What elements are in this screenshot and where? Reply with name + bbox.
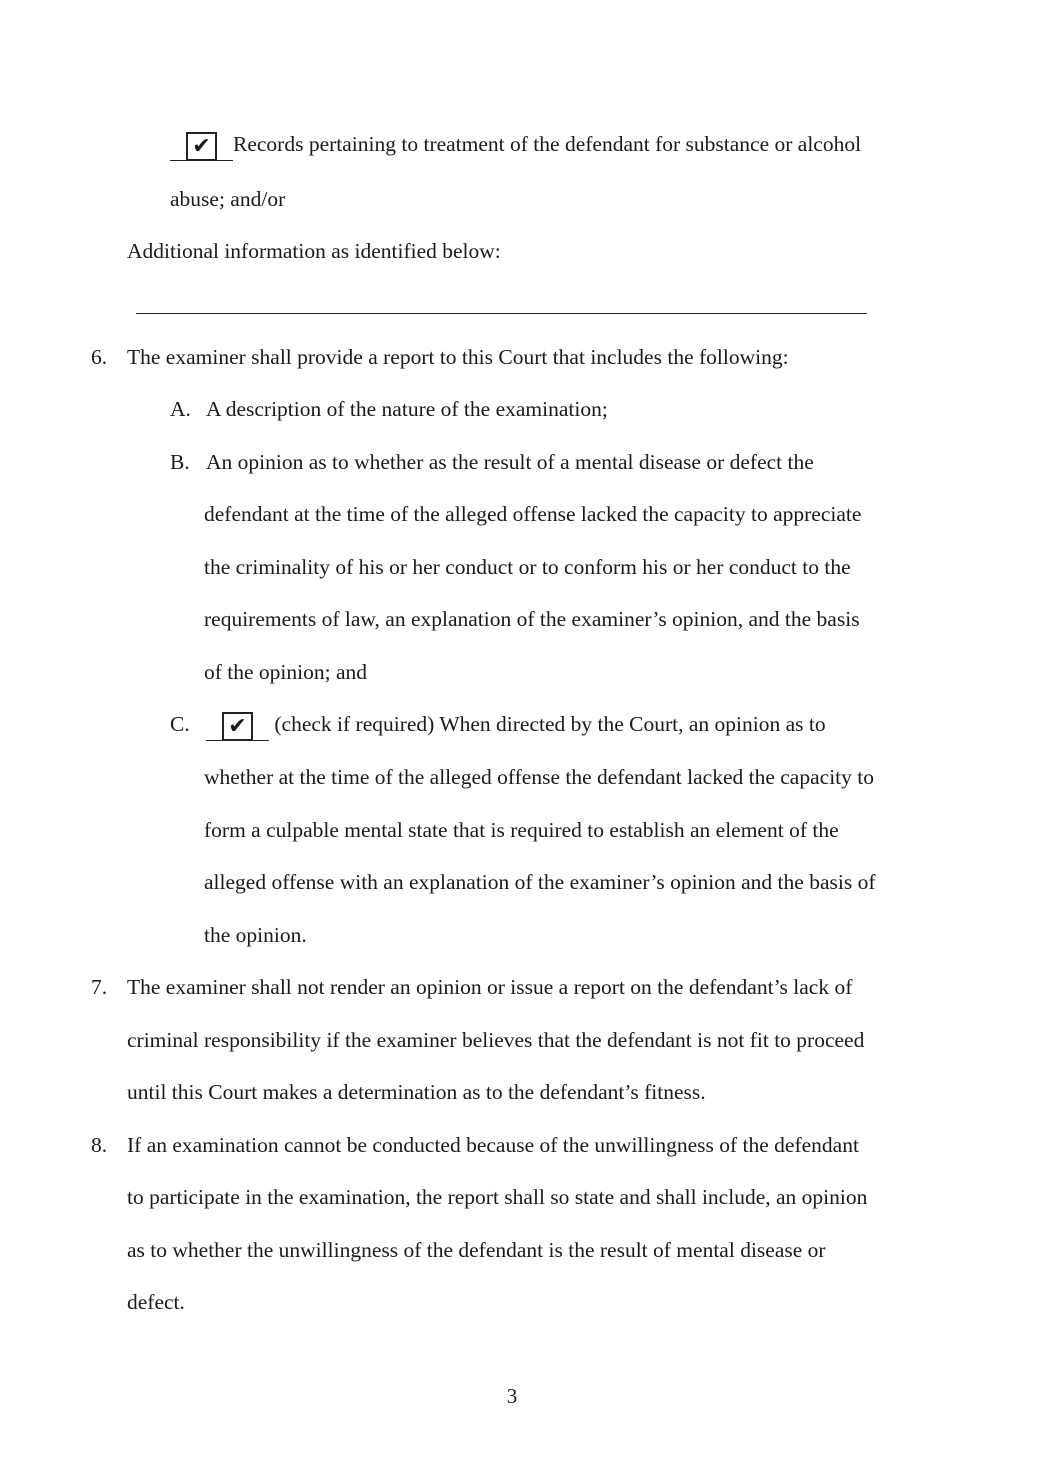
item-6c-line: the opinion. [204,923,307,947]
records-item [170,131,861,161]
sub-text: (check if required) When directed by the Court, an opinion as to [274,712,826,736]
item-8-line: to participate in the examination, the report shall so state and shall include, an opinion [127,1185,868,1209]
item-number: 6. [91,345,108,369]
check-icon: ✔ [186,132,217,161]
item-7-line: criminal responsibility if the examiner believes that the defendant is not fit to proceed [127,1028,865,1052]
item-6b-line: the criminality of his or her conduct or to conform his or her conduct to the [204,555,851,579]
item-6c [170,711,826,741]
records-checkbox[interactable] [170,132,233,161]
sub-label: A. [170,397,191,421]
sub-label: B. [170,450,190,474]
sub-label: C. [170,712,190,736]
item-number: 8. [91,1133,108,1157]
item-text: The examiner shall provide a report to this Court that includes the following: [127,345,789,369]
item-6b-line: of the opinion; and [204,660,368,684]
item-number: 7. [91,975,108,999]
records-text: Records pertaining to treatment of the defendant for substance or alcohol [233,132,862,156]
item-text: The examiner shall not render an opinion or issue a report on the defendant’s lack of [127,975,853,999]
records-text-cont: abuse; and/or [170,187,286,211]
item-6c-line: form a culpable mental state that is required to establish an element of the [204,818,839,842]
item-7 [91,974,852,1000]
item-8-line: defect. [127,1290,185,1314]
sub-text: An opinion as to whether as the result of a mental disease or defect the [206,450,814,474]
additional-info-label: Additional information as identified below: [127,239,501,263]
item-6c-line: whether at the time of the alleged offense the defendant lacked the capacity to [204,765,874,789]
sub-text: A description of the nature of the examination; [206,397,608,421]
item-6c-line: alleged offense with an explanation of the examiner’s opinion and the basis of [204,870,876,894]
item-6 [91,344,789,370]
item-6a [170,396,608,422]
item-8-line: as to whether the unwillingness of the defendant is the result of mental disease or [127,1238,826,1262]
additional-info-field[interactable] [136,313,867,314]
item-7-line: until this Court makes a determination as to the defendant’s fitness. [127,1080,706,1104]
item-6b [170,449,814,475]
page-number: 3 [506,1384,518,1408]
item-6b-line: defendant at the time of the alleged offense lacked the capacity to appreciate [204,502,862,526]
check-icon: ✔ [222,712,253,741]
item-8 [91,1132,859,1158]
item-text: If an examination cannot be conducted because of the unwillingness of the defendant [127,1133,859,1157]
item-6b-line: requirements of law, an explanation of the examiner’s opinion, and the basis [204,607,860,631]
required-checkbox[interactable] [206,712,269,741]
